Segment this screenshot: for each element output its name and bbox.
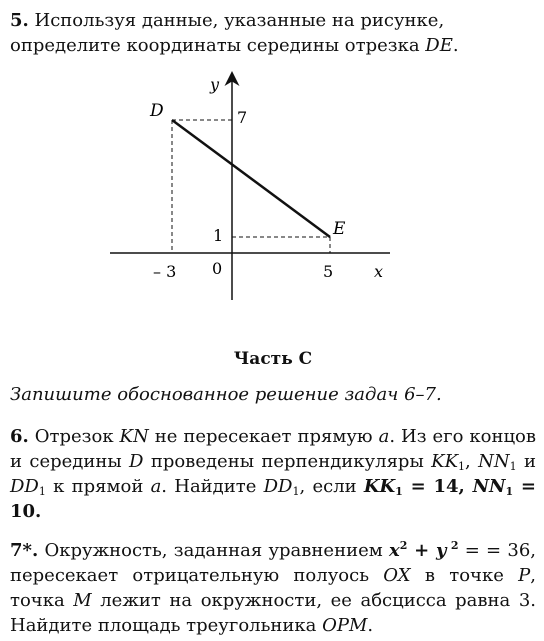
var-x: x xyxy=(388,540,400,561)
segment-de-label: DE xyxy=(425,35,453,56)
text: в точке xyxy=(410,565,519,586)
segment-dd1: DD xyxy=(263,476,293,497)
triangle-opm: OPM xyxy=(322,615,368,636)
subscript: 1 xyxy=(458,460,466,473)
y-axis-label: y xyxy=(210,75,220,94)
segment-kk1: KK xyxy=(431,451,459,472)
text: Отрезок xyxy=(34,426,120,447)
problem-5-line1: Используя данные, указанные на рисунке, xyxy=(34,10,445,31)
tick-label-y7: 7 xyxy=(237,108,248,127)
text: Окружность, заданная уравнением xyxy=(38,540,389,561)
subscript: 1 xyxy=(395,485,403,498)
line-a: a xyxy=(150,476,162,497)
problem-7-number: 7*. xyxy=(10,540,39,561)
subscript: 1 xyxy=(292,485,300,498)
text: . xyxy=(367,615,374,636)
segment-kk1: KK xyxy=(363,476,396,497)
superscript: 2 xyxy=(446,539,459,552)
problem-6-text xyxy=(10,424,536,524)
text: , если xyxy=(299,476,364,497)
subscript: 1 xyxy=(38,485,46,498)
subscript: 1 xyxy=(509,460,517,473)
subscript: 1 xyxy=(505,485,514,498)
text: не пересекает прямую xyxy=(148,426,379,447)
segment-nn1: NN xyxy=(472,476,506,497)
problem-6-number: 6. xyxy=(10,426,29,447)
section-instruction: Запишите обоснованное решение задач 6–7. xyxy=(10,384,442,405)
segment-de xyxy=(172,120,330,237)
text: = = 36, пересекает отрицательную полуось xyxy=(10,540,536,586)
tick-label-y1: 1 xyxy=(213,226,224,245)
point-e-label: E xyxy=(333,219,346,239)
text: и xyxy=(516,451,536,472)
segment-kn: KN xyxy=(119,426,149,447)
text: . Из его концов и середины xyxy=(10,426,537,472)
origin-label: 0 xyxy=(212,259,223,278)
text: = 14, xyxy=(402,476,473,497)
period: . xyxy=(452,35,459,56)
text: = 10. xyxy=(10,476,537,522)
point-p: P xyxy=(518,565,531,586)
section-title: Часть С xyxy=(233,349,313,369)
tick-label-x5: 5 xyxy=(323,262,334,281)
text: , точка xyxy=(10,565,536,611)
text: проведены перпендикуляры xyxy=(143,451,432,472)
point-d-label: D xyxy=(150,101,164,121)
problem-5-number: 5. xyxy=(10,10,29,31)
line-a: a xyxy=(378,426,390,447)
problem-7-text xyxy=(10,538,536,638)
segment-dd1: DD xyxy=(10,476,39,497)
text: , xyxy=(465,451,479,472)
text: . Найдите xyxy=(161,476,264,497)
superscript: 2 xyxy=(399,539,408,552)
tick-label-xm3: – 3 xyxy=(153,262,177,281)
var-y: y xyxy=(436,540,447,561)
x-axis-label: x xyxy=(374,262,384,281)
text: + xyxy=(407,540,437,561)
problem-5-line2: определите координаты середины отрезка xyxy=(10,35,426,56)
problem-5-text xyxy=(10,8,536,58)
axis-ox: OX xyxy=(383,565,411,586)
segment-nn1: NN xyxy=(478,451,510,472)
text: лежит на окружности, ее абсцисса равна 3. Найдите площадь треугольника xyxy=(10,590,536,636)
coordinate-figure xyxy=(0,60,544,360)
text: к прямой xyxy=(45,476,151,497)
point-d: D xyxy=(129,451,144,472)
point-m: M xyxy=(73,590,92,611)
